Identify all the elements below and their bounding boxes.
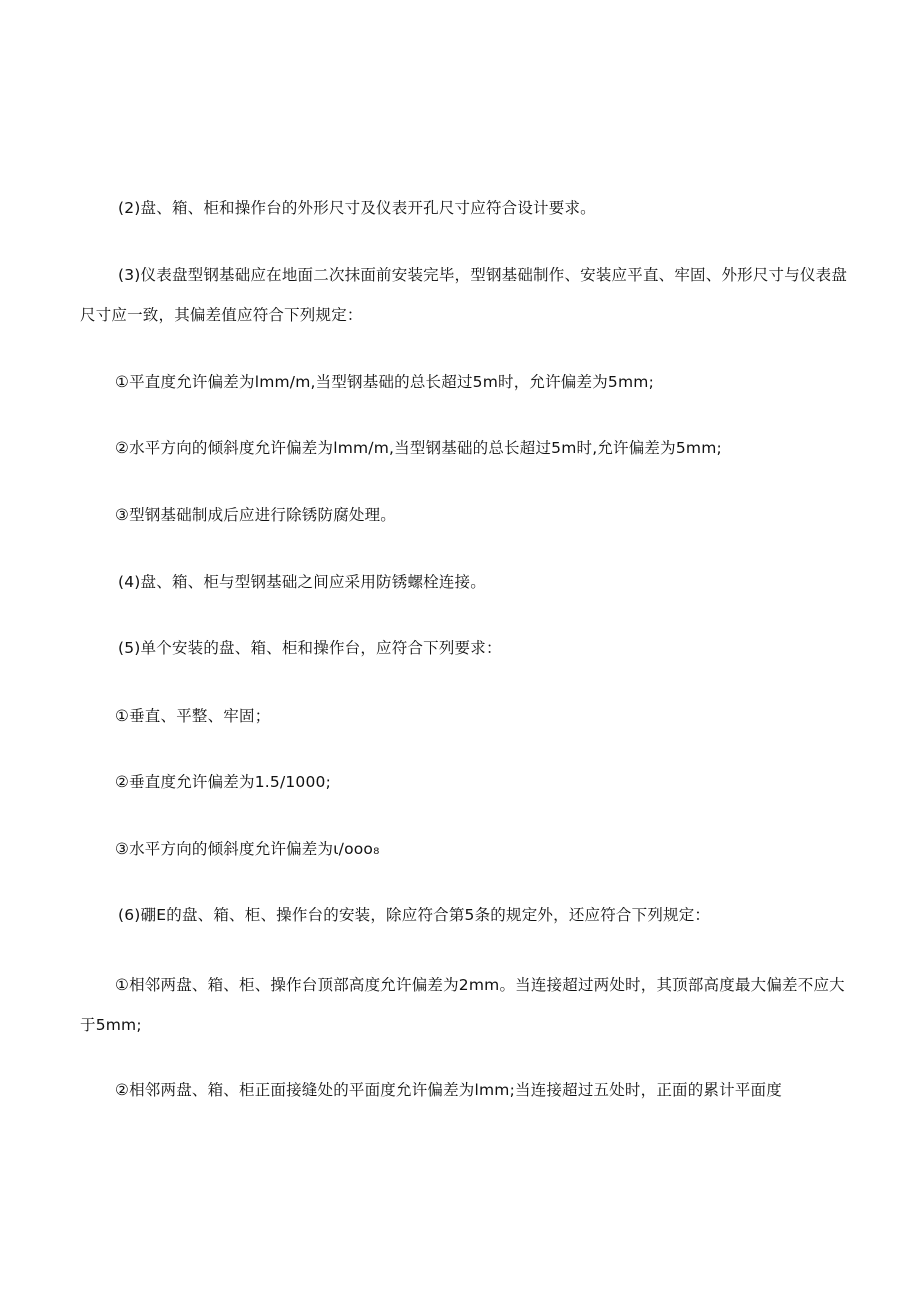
paragraph-4-bolt-connection: (4)盘、箱、柜与型钢基础之间应采用防锈螺栓连接。 bbox=[118, 573, 486, 591]
paragraph-5-single-installation: (5)单个安装的盘、箱、柜和操作台，应符合下列要求： bbox=[118, 639, 502, 657]
item-verticality-tolerance: ②垂直度允许偏差为1.5/1000; bbox=[115, 773, 332, 791]
item-horizontal-inclination: ②水平方向的倾斜度允许偏差为lmm∕m,当型钢基础的总长超过5m时,允许偏差为5mm; bbox=[115, 439, 722, 457]
paragraph-2-dimensions: (2)盘、箱、柜和操作台的外形尺寸及仪表开孔尺寸应符合设计要求。 bbox=[118, 199, 596, 217]
item-top-height-tolerance: ①相邻两盘、箱、柜、操作台顶部高度允许偏差为2mm。当连接超过两处时，其顶部高度最大偏差不应大于5mm; bbox=[80, 976, 845, 1034]
item-vertical-level-firm: ①垂直、平整、牢固； bbox=[115, 707, 271, 725]
paragraph-6-row-installation: (6)硼E的盘、箱、柜、操作台的安装，除应符合第5条的规定外，还应符合下列规定： bbox=[118, 906, 711, 924]
paragraph-3-steel-foundation: (3)仪表盘型钢基础应在地面二次抹面前安装完毕，型钢基础制作、安装应平直、牢固、外形尺寸与仪表盘尺寸应一致，其偏差值应符合下列规定： bbox=[80, 266, 848, 324]
item-inclination-tolerance: ③水平方向的倾斜度允许偏差为ι∕ooo₈ bbox=[115, 840, 380, 858]
item-rust-treatment: ③型钢基础制成后应进行除锈防腐处理。 bbox=[115, 506, 396, 524]
item-flatness-tolerance: ①平直度允许偏差为lmm/m,当型钢基础的总长超过5m时，允许偏差为5mm; bbox=[115, 373, 654, 391]
item-front-joint-flatness: ②相邻两盘、箱、柜正面接缝处的平面度允许偏差为lmm;当连接超过五处时，正面的累计平面度 bbox=[115, 1081, 782, 1099]
